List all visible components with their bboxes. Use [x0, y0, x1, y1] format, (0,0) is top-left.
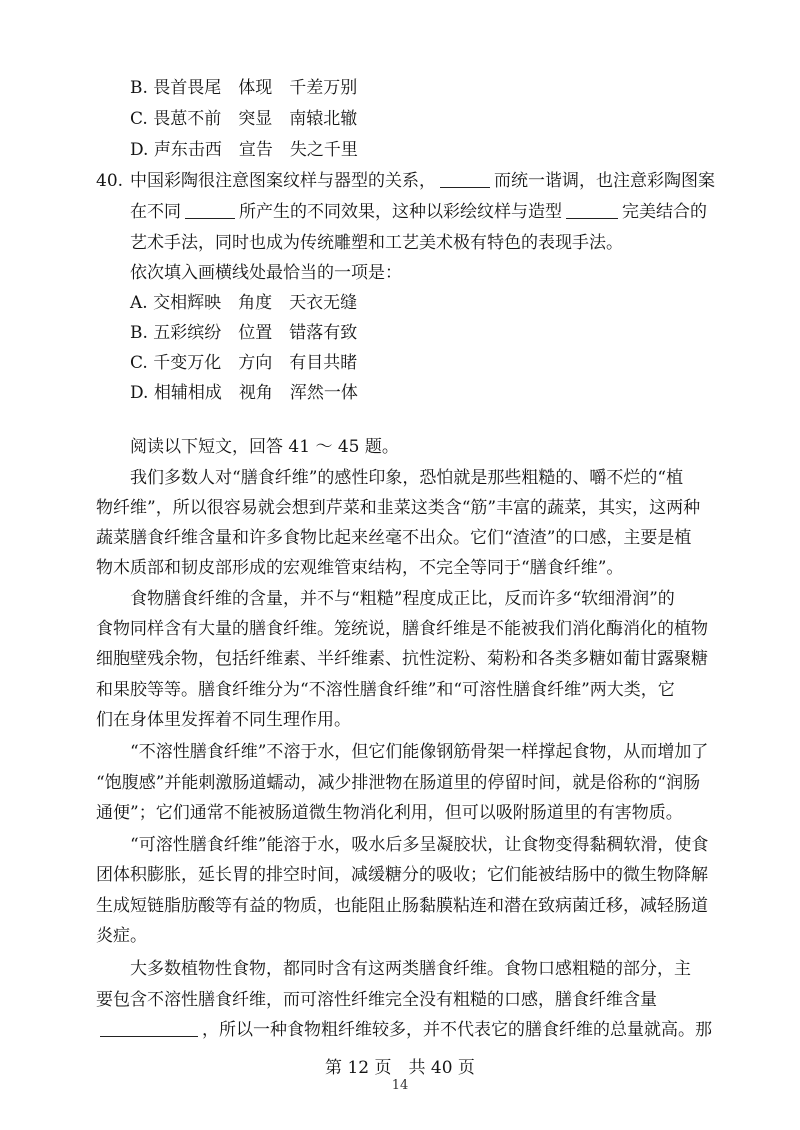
- q40-number: 40.: [96, 171, 124, 191]
- passage-line-tail: ，所以一种食物粗纤维较多，并不代表它的膳食纤维的总量就高。那: [202, 1020, 712, 1040]
- passage-line: 物木质部和韧皮部形成的宏观维管束结构，不完全等同于“膳食纤维”。: [96, 558, 624, 578]
- blank-line: [566, 217, 618, 219]
- page-footer: 第 12 页 共 40 页: [325, 1058, 475, 1078]
- q40-option-a: A. 交相辉映 角度 天衣无缝: [130, 293, 358, 313]
- q39-option-b: B. 畏首畏尾 体现 千差万别: [130, 78, 358, 98]
- passage-line: 我们多数人对“膳食纤维”的感性印象，恐怕就是那些粗糙的、嚼不烂的“植: [130, 468, 684, 488]
- blank-line: [440, 186, 490, 188]
- passage-line-with-blank: [96, 1019, 712, 1041]
- blank-line: [185, 217, 235, 219]
- q40-option-c: C. 千变万化 方向 有目共睹: [130, 353, 358, 373]
- q40-line-1-a: 中国彩陶很注意图案纹样与器型的关系，: [130, 171, 436, 191]
- passage-line: 细胞壁残余物，包括纤维素、半纤维素、抗性淀粉、菊粉和各类多糖如葡甘露聚糖: [96, 649, 708, 669]
- q40-line-2-b: 所产生的不同效果，这种以彩绘纹样与造型: [239, 202, 562, 222]
- passage-line: 通便”；它们通常不能被肠道微生物消化利用，但可以吸附肠道里的有害物质。: [96, 803, 683, 823]
- passage-line: 物纤维”，所以很容易就会想到芹菜和韭菜这类含“筋”丰富的蔬菜，其实，这两种: [96, 498, 701, 518]
- q39-option-d: D. 声东击西 宣告 失之千里: [130, 140, 358, 160]
- q40-prompt: 依次填入画横线处最恰当的一项是：: [130, 263, 402, 283]
- page-number: 14: [391, 1078, 409, 1093]
- passage-line: “饱腹感”并能刺激肠道蠕动，减少排泄物在肠道里的停留时间，就是俗称的“润肠: [96, 773, 701, 793]
- passage-line: 食物同样含有大量的膳食纤维。笼统说，膳食纤维是不能被我们消化酶消化的植物: [96, 619, 708, 639]
- passage-line: 团体积膨胀，延长胃的排空时间，减缓糖分的吸收；它们能被结肠中的微生物降解: [96, 865, 708, 885]
- q40-option-d: D. 相辅相成 视角 浑然一体: [130, 383, 358, 403]
- passage-line: “不溶性膳食纤维”不溶于水，但它们能像钢筋骨架一样撑起食物，从而增加了: [130, 742, 709, 762]
- passage-line: 们在身体里发挥着不同生理作用。: [96, 710, 351, 730]
- passage-line: 和果胶等等。膳食纤维分为“不溶性膳食纤维”和“可溶性膳食纤维”两大类，它: [96, 680, 675, 700]
- q40-line-3: 艺术手法，同时也成为传统雕塑和工艺美术极有特色的表现手法。: [130, 233, 623, 253]
- passage-line: 生成短链脂肪酸等有益的物质，也能阻止肠黏膜粘连和潜在致病菌迁移，减轻肠道: [96, 896, 708, 916]
- passage-line: 食物膳食纤维的含量，并不与“粗糙”程度成正比，反而许多“软细滑润”的: [130, 589, 675, 609]
- reading-intro: 阅读以下短文，回答 41 ～ 45 题。: [130, 437, 399, 457]
- q40-line-2-c: 完美结合的: [622, 202, 707, 222]
- q40-line-1: [130, 170, 715, 192]
- q40-option-b: B. 五彩缤纷 位置 错落有致: [130, 323, 358, 343]
- passage-line: 要包含不溶性膳食纤维，而可溶性纤维完全没有粗糙的口感，膳食纤维含量: [96, 990, 657, 1010]
- blank-line: [100, 1035, 198, 1037]
- passage-line: 炎症。: [96, 926, 147, 946]
- passage-line: 蔬菜膳食纤维含量和许多食物比起来丝毫不出众。它们“渣渣”的口感，主要是植: [96, 528, 692, 548]
- q39-option-c: C. 畏葸不前 突显 南辕北辙: [130, 109, 358, 129]
- passage-line: 大多数植物性食物，都同时含有这两类膳食纤维。食物口感粗糙的部分，主: [130, 959, 691, 979]
- q40-line-2-a: 在不同: [130, 202, 181, 222]
- q40-line-2: [130, 201, 707, 223]
- passage-line: “可溶性膳食纤维”能溶于水，吸水后多呈凝胶状，让食物变得黏稠软滑，使食: [130, 835, 709, 855]
- q40-line-1-b: 而统一谐调，也注意彩陶图案: [494, 171, 715, 191]
